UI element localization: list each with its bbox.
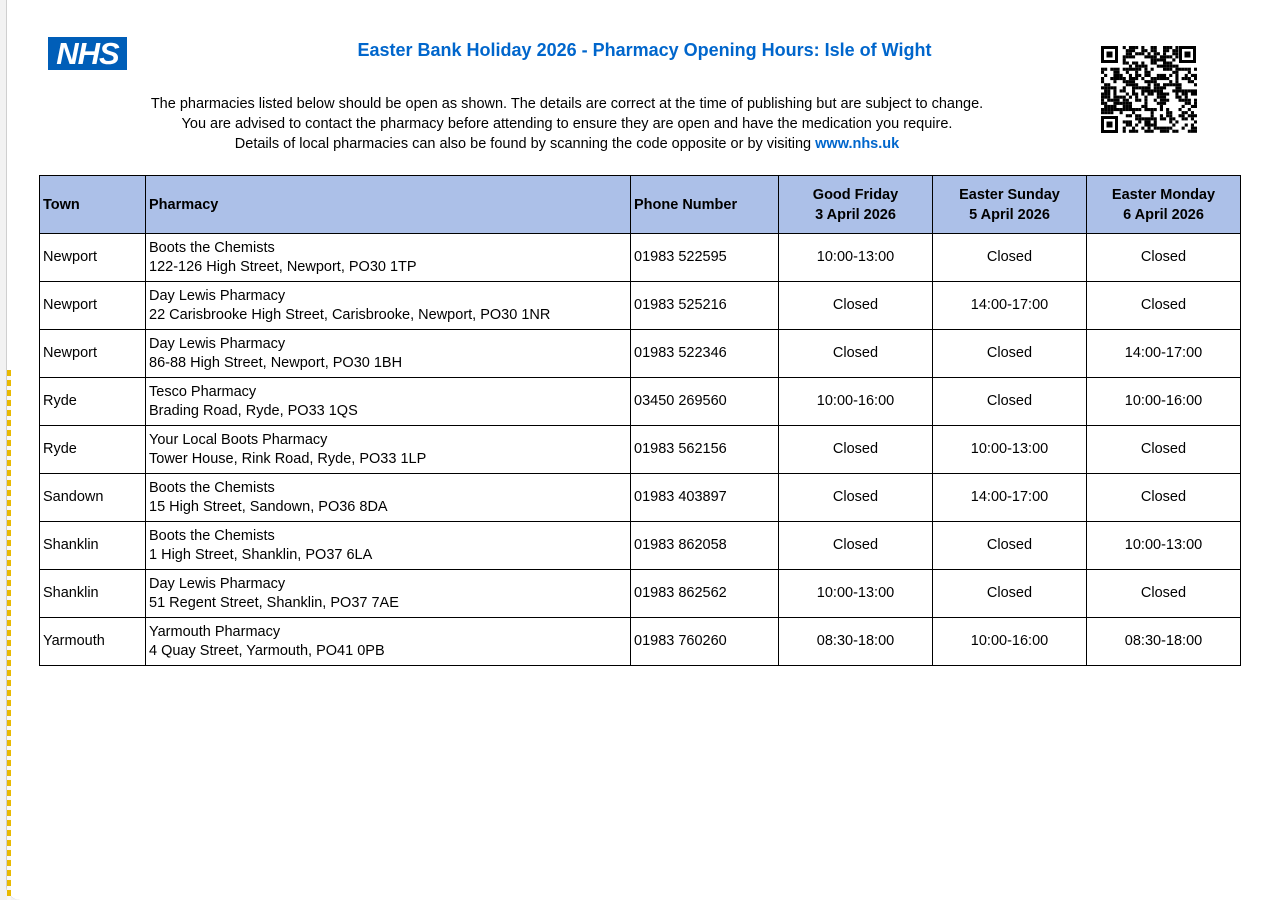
document-page: [6, 0, 1285, 900]
easter-monday-hours: Closed: [1087, 282, 1241, 330]
pharmacy-name: Day Lewis Pharmacy: [149, 287, 286, 304]
town-cell: Ryde: [40, 378, 146, 426]
good-friday-date: 3 April 2026: [815, 206, 896, 223]
easter-monday-date: 6 April 2026: [1123, 206, 1204, 223]
town-cell: Shanklin: [40, 522, 146, 570]
phone-cell: 01983 760260: [631, 618, 779, 666]
table-row: [40, 570, 1241, 618]
town-cell: Sandown: [40, 474, 146, 522]
good-friday-hours: 08:30-18:00: [779, 618, 933, 666]
pharmacy-cell: [146, 330, 631, 378]
pharmacy-cell: [146, 426, 631, 474]
column-header-easter-monday: [1087, 176, 1241, 234]
easter-sunday-hours: Closed: [933, 570, 1087, 618]
phone-cell: 01983 862562: [631, 570, 779, 618]
pharmacy-address: 86-88 High Street, Newport, PO30 1BH: [149, 354, 403, 371]
table-row: [40, 522, 1241, 570]
column-header-town: Town: [40, 176, 146, 234]
easter-sunday-hours: Closed: [933, 378, 1087, 426]
nhs-website-link[interactable]: www.nhs.uk: [815, 136, 900, 152]
easter-sunday-hours: 10:00-16:00: [933, 618, 1087, 666]
easter-monday-hours: Closed: [1087, 570, 1241, 618]
intro-line-3-text: Details of local pharmacies can also be found by scanning the code opposite or by visiting: [234, 136, 816, 152]
pharmacy-name: Day Lewis Pharmacy: [149, 335, 286, 352]
pharmacy-name: Tesco Pharmacy: [149, 383, 257, 400]
intro-text: [87, 94, 1047, 154]
town-cell: Yarmouth: [40, 618, 146, 666]
easter-sunday-day: Easter Sunday: [959, 186, 1060, 203]
easter-monday-hours: 08:30-18:00: [1087, 618, 1241, 666]
intro-line-3: [87, 134, 1047, 154]
good-friday-hours: Closed: [779, 522, 933, 570]
pharmacy-address: Brading Road, Ryde, PO33 1QS: [149, 402, 358, 419]
column-header-easter-sunday: [933, 176, 1087, 234]
pharmacy-cell: [146, 618, 631, 666]
easter-monday-hours: Closed: [1087, 474, 1241, 522]
easter-monday-hours: 10:00-13:00: [1087, 522, 1241, 570]
table-row: [40, 618, 1241, 666]
phone-cell: 01983 525216: [631, 282, 779, 330]
phone-cell: 01983 562156: [631, 426, 779, 474]
pharmacy-address: Tower House, Rink Road, Ryde, PO33 1LP: [149, 450, 427, 467]
easter-monday-day: Easter Monday: [1111, 186, 1216, 203]
nhs-logo: [48, 37, 127, 70]
table-row: [40, 426, 1241, 474]
easter-sunday-hours: Closed: [933, 234, 1087, 282]
good-friday-day: Good Friday: [812, 186, 899, 203]
table-row: [40, 378, 1241, 426]
good-friday-hours: Closed: [779, 426, 933, 474]
column-header-phone: Phone Number: [631, 176, 779, 234]
easter-monday-hours: Closed: [1087, 234, 1241, 282]
pharmacy-address: 15 High Street, Sandown, PO36 8DA: [149, 498, 388, 515]
pharmacy-name: Your Local Boots Pharmacy: [149, 431, 328, 448]
table-row: [40, 234, 1241, 282]
easter-sunday-hours: Closed: [933, 522, 1087, 570]
pharmacy-name: Day Lewis Pharmacy: [149, 575, 286, 592]
pharmacy-address: 22 Carisbrooke High Street, Carisbrooke, Newport, PO30 1NR: [149, 306, 551, 323]
pharmacy-opening-hours-table: [39, 175, 1241, 666]
easter-monday-hours: 10:00-16:00: [1087, 378, 1241, 426]
easter-monday-hours: 14:00-17:00: [1087, 330, 1241, 378]
good-friday-hours: Closed: [779, 330, 933, 378]
easter-sunday-hours: 14:00-17:00: [933, 282, 1087, 330]
qr-code-icon[interactable]: [1100, 45, 1197, 134]
phone-cell: 01983 862058: [631, 522, 779, 570]
easter-sunday-hours: 14:00-17:00: [933, 474, 1087, 522]
easter-sunday-date: 5 April 2026: [969, 206, 1050, 223]
pharmacy-address: 51 Regent Street, Shanklin, PO37 7AE: [149, 594, 399, 611]
intro-line-1: The pharmacies listed below should be open as shown. The details are correct at the time of publishing but are subject to change.: [150, 96, 984, 112]
good-friday-hours: 10:00-13:00: [779, 570, 933, 618]
pharmacy-cell: [146, 282, 631, 330]
pharmacy-cell: [146, 522, 631, 570]
pharmacy-address: 122-126 High Street, Newport, PO30 1TP: [149, 258, 417, 275]
phone-cell: 01983 403897: [631, 474, 779, 522]
column-header-good-friday: [779, 176, 933, 234]
intro-line-2: You are advised to contact the pharmacy before attending to ensure they are open and have the medication you require.: [181, 116, 953, 132]
table-row: [40, 330, 1241, 378]
phone-cell: 01983 522595: [631, 234, 779, 282]
easter-monday-hours: Closed: [1087, 426, 1241, 474]
page-title: Easter Bank Holiday 2026 - Pharmacy Opening Hours: Isle of Wight: [357, 40, 932, 60]
town-cell: Shanklin: [40, 570, 146, 618]
phone-cell: 03450 269560: [631, 378, 779, 426]
town-cell: Newport: [40, 330, 146, 378]
phone-cell: 01983 522346: [631, 330, 779, 378]
pharmacy-name: Boots the Chemists: [149, 527, 275, 544]
easter-sunday-hours: 10:00-13:00: [933, 426, 1087, 474]
town-cell: Ryde: [40, 426, 146, 474]
good-friday-hours: 10:00-13:00: [779, 234, 933, 282]
page-edge-accent: [7, 370, 11, 900]
good-friday-hours: Closed: [779, 474, 933, 522]
pharmacy-cell: [146, 570, 631, 618]
good-friday-hours: Closed: [779, 282, 933, 330]
table-header-row: [40, 176, 1241, 234]
pharmacy-cell: [146, 234, 631, 282]
easter-sunday-hours: Closed: [933, 330, 1087, 378]
town-cell: Newport: [40, 282, 146, 330]
pharmacy-cell: [146, 378, 631, 426]
town-cell: Newport: [40, 234, 146, 282]
nhs-logo-text: NHS: [56, 36, 119, 71]
table-row: [40, 474, 1241, 522]
table-row: [40, 282, 1241, 330]
pharmacy-cell: [146, 474, 631, 522]
pharmacy-address: 4 Quay Street, Yarmouth, PO41 0PB: [149, 642, 385, 659]
pharmacy-address: 1 High Street, Shanklin, PO37 6LA: [149, 546, 373, 563]
pharmacy-name: Boots the Chemists: [149, 479, 275, 496]
column-header-pharmacy: Pharmacy: [146, 176, 631, 234]
pharmacy-name: Boots the Chemists: [149, 239, 275, 256]
good-friday-hours: 10:00-16:00: [779, 378, 933, 426]
pharmacy-name: Yarmouth Pharmacy: [149, 623, 281, 640]
